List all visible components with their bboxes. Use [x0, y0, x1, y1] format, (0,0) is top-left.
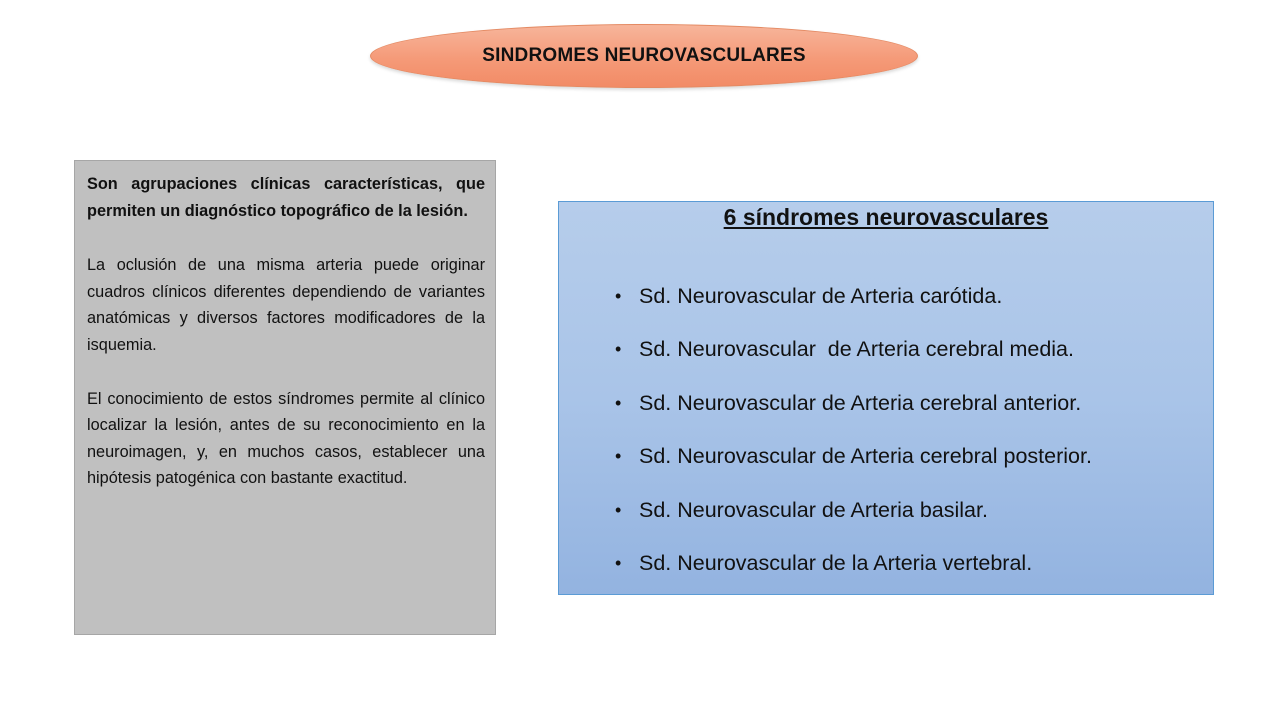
list-item	[615, 387, 1092, 440]
definition-paragraph: Son agrupaciones clínicas características, que permiten un diagnóstico topográfico de la lesión.	[87, 175, 485, 220]
syndromes-panel	[558, 201, 1214, 595]
syndromes-heading: 6 síndromes neurovasculares	[723, 204, 1049, 230]
list-item-text: Sd. Neurovascular de Arteria cerebral anterior.	[639, 390, 1082, 415]
list-item	[615, 547, 1092, 600]
list-item	[615, 333, 1092, 386]
title-banner	[370, 24, 918, 88]
bullet-icon: •	[615, 392, 622, 413]
list-item-text: Sd. Neurovascular de Arteria carótida.	[639, 284, 1003, 308]
bullet-icon: •	[615, 552, 622, 573]
occlusion-paragraph: La oclusión de una misma arteria puede originar cuadros clínicos diferentes dependiendo de variantes anatómicas y diversos factores modificadores de la isquemia.	[87, 256, 485, 354]
list-item-text: Sd. Neurovascular de la Arteria vertebral.	[639, 550, 1033, 575]
bullet-icon: •	[615, 339, 622, 360]
bullet-icon: •	[615, 446, 622, 467]
list-item	[615, 494, 1092, 547]
list-item-text: Sd. Neurovascular de Arteria cerebral posterior.	[639, 444, 1092, 469]
syndromes-list	[615, 280, 1092, 600]
list-item-text: Sd. Neurovascular de Arteria cerebral media.	[639, 337, 1074, 362]
bullet-icon: •	[615, 286, 622, 306]
definition-panel	[74, 160, 496, 635]
bullet-icon: •	[615, 499, 622, 520]
list-item-text: Sd. Neurovascular de Arteria basilar.	[639, 497, 988, 522]
knowledge-paragraph: El conocimiento de estos síndromes permite al clínico localizar la lesión, antes de su reconocimiento en la neuroimagen, y, en muchos casos, establecer una hipótesis patogénica con bastante exactitud.	[87, 389, 485, 488]
page-title: SINDROMES NEUROVASCULARES	[482, 45, 806, 66]
list-item	[615, 280, 1092, 333]
list-item	[615, 440, 1092, 493]
